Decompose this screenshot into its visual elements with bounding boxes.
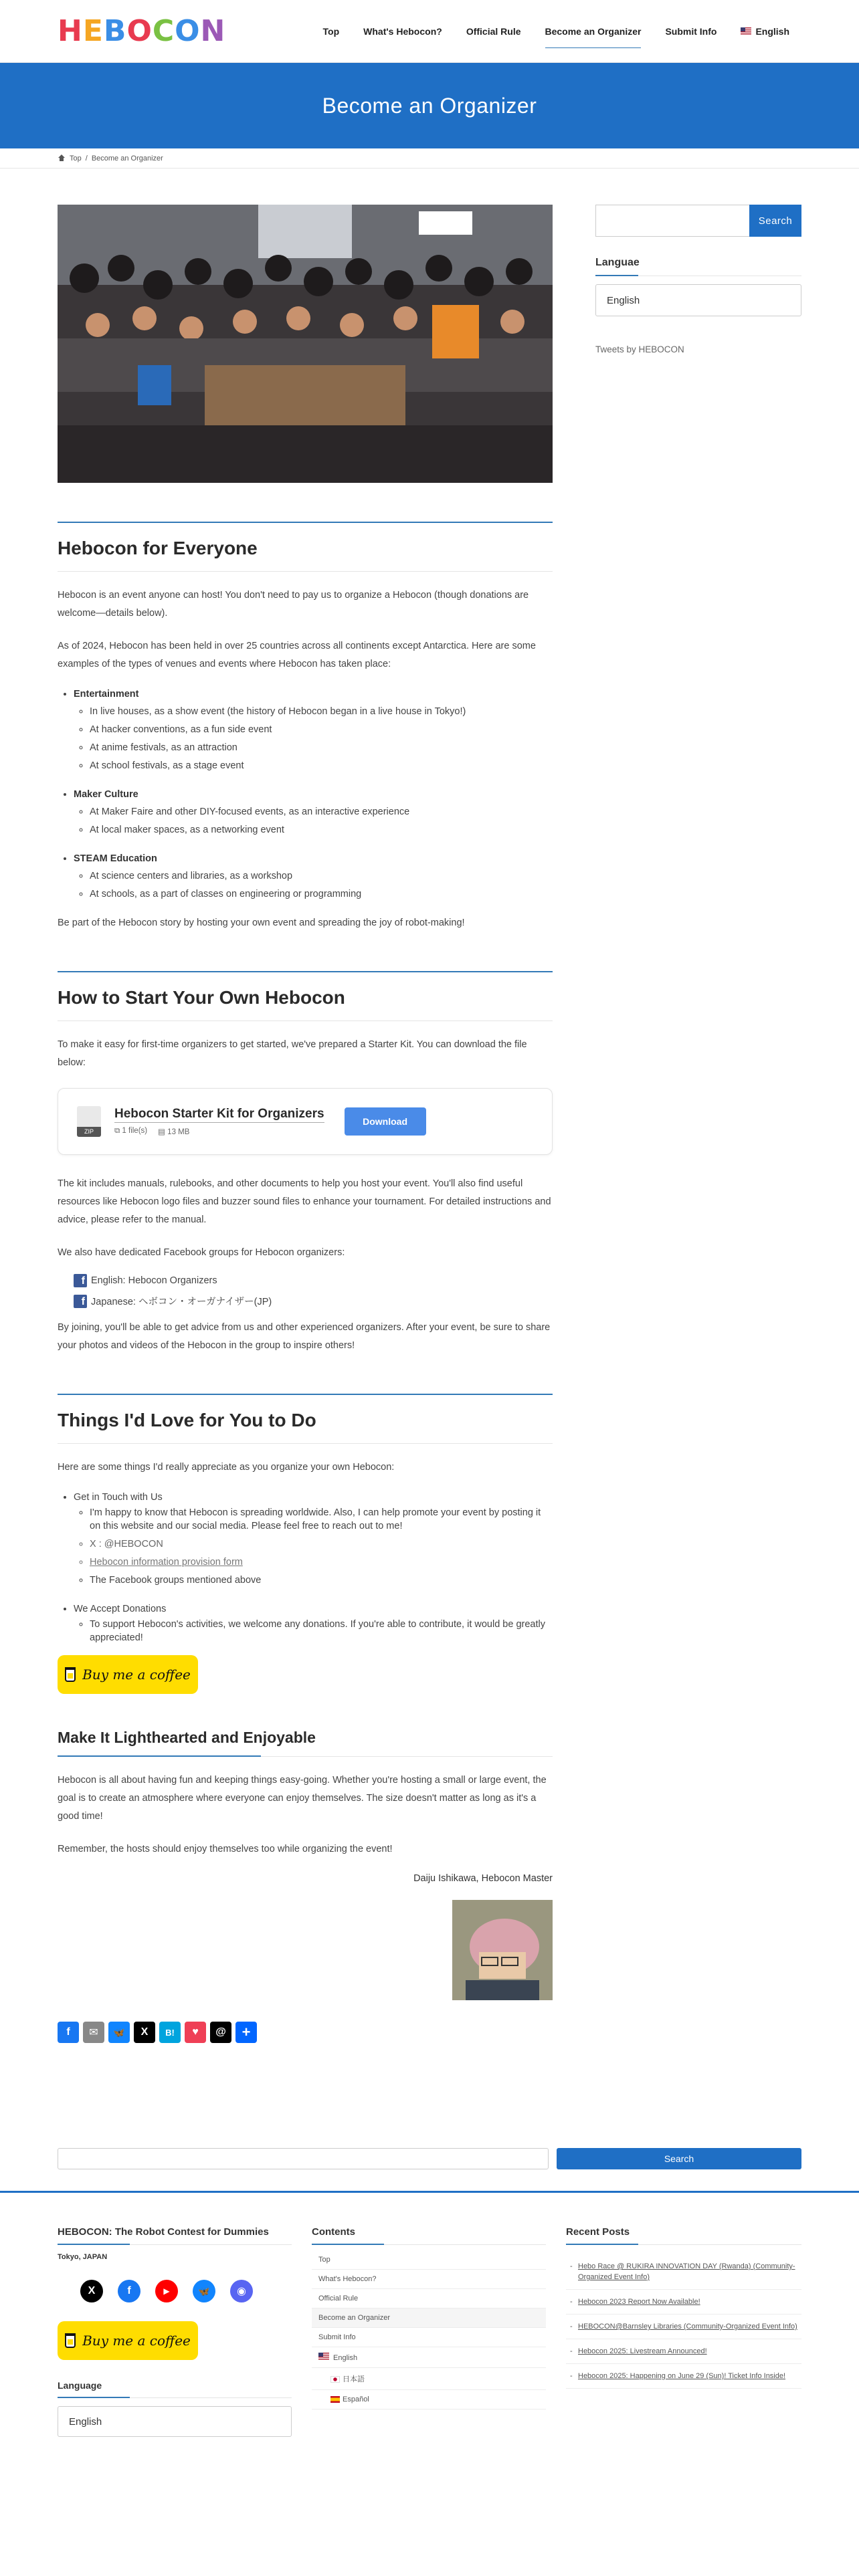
sidebar xyxy=(595,205,801,354)
breadcrumb-current: Become an Organizer xyxy=(91,154,163,163)
home-icon xyxy=(58,154,66,162)
footer-language-title: Language xyxy=(58,2380,292,2398)
us-flag-icon xyxy=(741,27,751,35)
footer-search-input[interactable] xyxy=(58,2148,549,2169)
list-item xyxy=(74,1489,553,1590)
section-title-everyone: Hebocon for Everyone xyxy=(58,522,553,572)
section-title-lighthearted: Make It Lighthearted and Enjoyable xyxy=(58,1729,553,1757)
nav-language-label: English xyxy=(755,25,789,37)
bmc-label: Buy me a coffee xyxy=(82,2333,191,2349)
list-item: ◦ At science centers and libraries, as a workshop xyxy=(90,867,553,885)
page-title: Become an Organizer xyxy=(322,93,537,118)
venue-list xyxy=(58,685,553,903)
signature: Daiju Ishikawa, Hebocon Master xyxy=(413,1873,553,1884)
paragraph: Hebocon is an event anyone can host! You don't need to pay us to organize a Hebocon (though donations are welcome—details below). xyxy=(58,590,529,619)
nav-official-rule[interactable]: Official Rule xyxy=(466,25,521,37)
footer-link-whats-hebocon[interactable]: What's Hebocon? xyxy=(312,2270,546,2289)
footer-site-title: HEBOCON: The Robot Contest for Dummies xyxy=(58,2226,292,2245)
list-heading: We Accept Donations xyxy=(74,1604,167,1614)
footer-contents-title: Contents xyxy=(312,2226,546,2245)
breadcrumb-separator: / xyxy=(85,154,88,163)
share-icon[interactable]: + xyxy=(235,2022,257,2043)
facebook-share-icon[interactable]: f xyxy=(58,2022,79,2043)
author-portrait xyxy=(452,1900,553,2000)
footer-recent-posts xyxy=(566,2226,801,2389)
section-title-start: How to Start Your Own Hebocon xyxy=(58,971,553,1021)
site-footer xyxy=(0,2191,859,2576)
nav-language[interactable] xyxy=(729,0,801,63)
youtube-icon[interactable]: ▶ xyxy=(155,2280,178,2302)
footer-link-spanish[interactable]: Español xyxy=(312,2390,546,2409)
footer-language-select[interactable]: English xyxy=(58,2406,292,2437)
section-title-things: Things I'd Love for You to Do xyxy=(58,1394,553,1444)
list-item: ◦ At Maker Faire and other DIY-focused events, as an interactive experience xyxy=(90,803,553,821)
footer-contents xyxy=(312,2226,546,2409)
breadcrumb xyxy=(0,148,859,169)
paragraph: Here are some things I'd really appreciate as you organize your own Hebocon: xyxy=(58,1462,395,1473)
file-count: ⧉ 1 file(s) xyxy=(114,1127,148,1135)
search-input[interactable] xyxy=(595,205,749,237)
download-card xyxy=(58,1088,553,1155)
twitter-timeline-link[interactable]: Tweets by HEBOCON xyxy=(595,344,684,354)
es-flag-icon xyxy=(330,2396,340,2403)
facebook-icon: f xyxy=(74,1295,87,1308)
list-item xyxy=(74,850,553,903)
sidebar-search xyxy=(595,205,801,237)
recent-post-link[interactable]: - Hebocon 2025: Happening on June 29 (Sun)! Ticket Info Inside! xyxy=(566,2364,801,2389)
coffee-cup-icon xyxy=(65,2333,76,2348)
nav-submit-info[interactable]: Submit Info xyxy=(665,25,717,37)
fb-group-label: English: Hebocon Organizers xyxy=(91,1275,217,1286)
file-size: ▤ 13 MB xyxy=(158,1128,190,1136)
site-logo[interactable]: H E B O C O N xyxy=(58,14,226,48)
footer-search-button[interactable]: Search xyxy=(557,2148,801,2169)
footer-about xyxy=(58,2226,292,2437)
nav-whats-hebocon[interactable]: What's Hebocon? xyxy=(363,25,442,37)
paragraph: We also have dedicated Facebook groups for Hebocon organizers: xyxy=(58,1247,345,1258)
footer-buy-me-coffee-button[interactable] xyxy=(58,2321,198,2360)
fb-group-japanese[interactable] xyxy=(74,1294,553,1308)
discord-icon[interactable]: ◉ xyxy=(230,2280,253,2302)
hatena-share-icon[interactable]: B! xyxy=(159,2022,181,2043)
bmc-label: Buy me a coffee xyxy=(82,1667,191,1683)
nav-top[interactable]: Top xyxy=(322,25,340,37)
x-link[interactable]: ◦ X : @HEBOCON xyxy=(90,1535,553,1553)
fb-group-english[interactable] xyxy=(74,1274,553,1287)
list-item: ◦ At anime festivals, as an attraction xyxy=(90,739,553,757)
list-item: ◦ To support Hebocon's activities, we welcome any donations. If you're able to contribute, it would be greatly appreciated! xyxy=(90,1618,553,1644)
recent-post-link[interactable]: - Hebocon 2025: Livestream Announced! xyxy=(566,2339,801,2364)
facebook-group-list xyxy=(58,1274,553,1308)
paragraph: By joining, you'll be able to get advice from us and other experienced organizers. After your event, be sure to share your photos and videos of the Hebocon in the group to inspire others! xyxy=(58,1322,551,1351)
fb-group-label: Japanese: ヘボコン・オーガナイザー(JP) xyxy=(91,1297,272,1307)
us-flag-icon xyxy=(318,2353,329,2360)
footer-location: Tokyo, JAPAN xyxy=(58,2253,108,2261)
search-button[interactable]: Search xyxy=(749,205,801,237)
things-list xyxy=(58,1489,553,1644)
list-heading: Entertainment xyxy=(74,689,139,700)
site-header xyxy=(0,0,859,63)
bluesky-share-icon[interactable]: 🦋 xyxy=(108,2022,130,2043)
main-content xyxy=(58,205,553,2043)
coffee-cup-icon xyxy=(65,1667,76,1682)
page-banner xyxy=(0,63,859,148)
list-heading: Get in Touch with Us xyxy=(74,1492,163,1503)
recent-post-link[interactable]: - Hebocon 2023 Report Now Available! xyxy=(566,2290,801,2315)
bottom-search xyxy=(58,2148,801,2169)
language-widget-title: Languae xyxy=(595,257,801,276)
email-share-icon[interactable]: ✉ xyxy=(83,2022,104,2043)
paragraph: The kit includes manuals, rulebooks, and other documents to help you host your event. You'll also find useful resources like Hebocon logo files and buzzer sound files to enhance your tournament. For detailed instructions and advice, please refer to the manual. xyxy=(58,1178,551,1225)
list-item: ◦ At schools, as a part of classes on engineering or programming xyxy=(90,885,553,903)
list-item xyxy=(74,1600,553,1644)
footer-recent-title: Recent Posts xyxy=(566,2226,801,2245)
paragraph: As of 2024, Hebocon has been held in over 25 countries across all continents except Antarctica. Here are some examples of the types of venues and events where Hebocon has taken place: xyxy=(58,641,536,669)
list-item xyxy=(74,786,553,839)
recent-post-link[interactable]: - HEBOCON@Barnsley Libraries (Community-Organized Event Info) xyxy=(566,2315,801,2339)
hero-photo xyxy=(58,205,553,483)
jp-flag-icon xyxy=(330,2376,340,2383)
list-heading: Maker Culture xyxy=(74,789,138,800)
footer-link-top[interactable]: Top xyxy=(312,2250,546,2270)
x-icon[interactable]: X xyxy=(80,2280,103,2302)
download-button[interactable]: Download xyxy=(345,1107,426,1136)
facebook-icon[interactable]: f xyxy=(118,2280,140,2302)
list-item xyxy=(74,685,553,775)
buy-me-coffee-button[interactable] xyxy=(58,1655,198,1694)
paragraph: Remember, the hosts should enjoy themselves too while organizing the event! xyxy=(58,1844,393,1854)
language-select[interactable]: English xyxy=(595,284,801,316)
recent-post-link[interactable]: - Hebo Race @ RUKIRA INNOVATION DAY (Rwanda) (Community-Organized Event Info) xyxy=(566,2254,801,2290)
list-item: ◦ I'm happy to know that Hebocon is spreading worldwide. Also, I can help promote your event by posting it on this website and our social media. Please feel free to reach out to me! xyxy=(90,1506,553,1533)
footer-link-official-rule[interactable]: Official Rule xyxy=(312,2289,546,2309)
list-item: ◦ In live houses, as a show event (the history of Hebocon began in a live house in Tokyo!) xyxy=(90,703,553,721)
info-form-link[interactable]: ◦ Hebocon information provision form xyxy=(90,1553,553,1572)
paragraph: To make it easy for first-time organizers to get started, we've prepared a Starter Kit. You can download the file below: xyxy=(58,1039,527,1068)
zip-file-icon: ZIP xyxy=(77,1106,101,1137)
share-buttons xyxy=(58,2022,553,2043)
footer-link-japanese[interactable]: 日本語 xyxy=(312,2368,546,2390)
list-item: ◦ At hacker conventions, as a fun side event xyxy=(90,721,553,739)
footer-link-english[interactable]: English xyxy=(312,2347,546,2368)
facebook-icon: f xyxy=(74,1274,87,1287)
pocket-share-icon[interactable]: ♥ xyxy=(185,2022,206,2043)
breadcrumb-top[interactable]: Top xyxy=(70,154,82,163)
paragraph: Be part of the Hebocon story by hosting your own event and spreading the joy of robot-making! xyxy=(58,918,465,928)
bluesky-icon[interactable]: 🦋 xyxy=(193,2280,215,2302)
x-share-icon[interactable]: X xyxy=(134,2022,155,2043)
threads-share-icon[interactable]: @ xyxy=(210,2022,231,2043)
list-item: ◦ At local maker spaces, as a networking event xyxy=(90,821,553,839)
footer-link-become-organizer[interactable]: Become an Organizer xyxy=(312,2309,546,2328)
list-item: ◦ At school festivals, as a stage event xyxy=(90,757,553,775)
footer-link-submit-info[interactable]: Submit Info xyxy=(312,2328,546,2347)
download-title[interactable]: Hebocon Starter Kit for Organizers xyxy=(114,1107,324,1123)
main-nav xyxy=(311,0,801,63)
list-item: ◦ The Facebook groups mentioned above xyxy=(90,1572,553,1590)
social-links xyxy=(58,2280,292,2302)
list-heading: STEAM Education xyxy=(74,853,157,864)
paragraph: Hebocon is all about having fun and keeping things easy-going. Whether you're hosting a small or large event, the goal is to create an atmosphere where everyone can enjoy themselves. The size doesn't matter as long as it's a good time! xyxy=(58,1775,547,1822)
nav-become-organizer[interactable]: Become an Organizer xyxy=(533,0,654,63)
